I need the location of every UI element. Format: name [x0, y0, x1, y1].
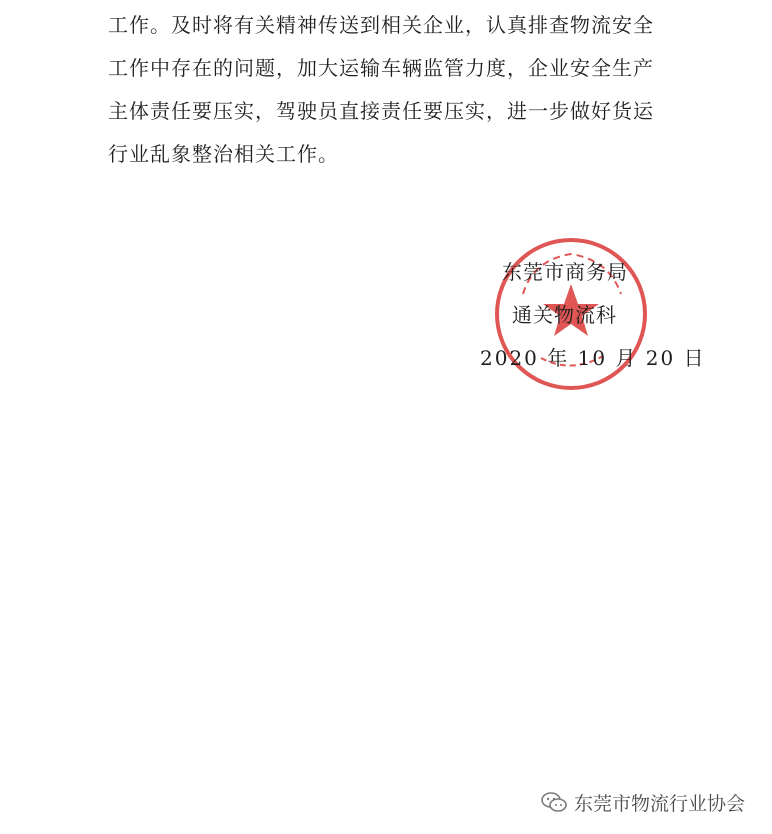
body-line: 行业乱象整治相关工作。 — [108, 142, 339, 166]
watermark-text: 东莞市物流行业协会 — [574, 792, 746, 815]
body-line: 主体责任要压实，驾驶员直接责任要压实，进一步做好货运 — [108, 99, 654, 123]
body-line: 工作。及时将有关精神传送到相关企业，认真排查物流安全 — [108, 13, 654, 37]
wechat-watermark — [540, 788, 745, 816]
signature-date: 2020 年 10 月 20 日 — [480, 346, 706, 370]
wechat-icon — [540, 791, 568, 813]
body-line: 工作中存在的问题，加大运输车辆监管力度，企业安全生产 — [108, 56, 654, 80]
document-body — [108, 4, 668, 176]
signature-department: 通关物流科 — [512, 303, 617, 327]
signature-block — [460, 248, 706, 388]
signature-organization: 东莞市商务局 — [502, 260, 628, 284]
